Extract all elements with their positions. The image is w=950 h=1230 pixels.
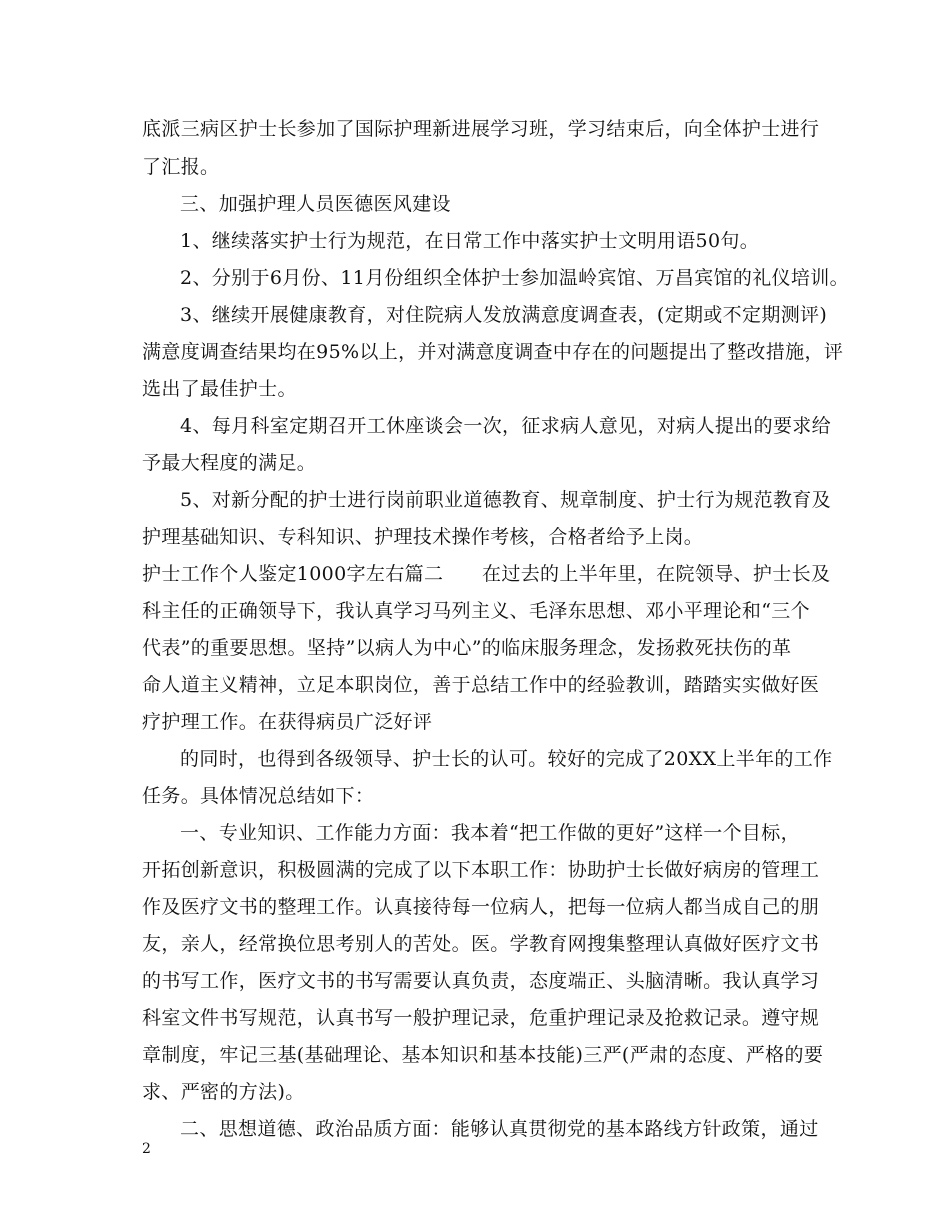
text-line: 代表”的重要思想。坚持”以病人为中心”的临床服务理念，发扬救死扶伤的革 [142, 637, 792, 659]
text-line: 友，亲人，经常换位思考别人的苦处。医。学教育网搜集整理认真做好医疗文书 [142, 933, 820, 955]
text-line: 任务。具体情况总结如下： [142, 785, 375, 807]
text-line: 满意度调查结果均在95%以上，并对满意度调查中存在的问题提出了整改措施，评 [142, 341, 844, 363]
text-line: 作及医疗文书的整理工作。认真接待每一位病人，把每一位病人都当成自己的朋 [142, 896, 820, 918]
text-line: 的书写工作，医疗文书的书写需要认真负责，态度端正、头脑清晰。我认真学习 [142, 970, 820, 992]
text-line: 一、专业知识、工作能力方面：我本着“把工作做的更好”这样一个目标， [180, 822, 800, 844]
text-line: 疗护理工作。在获得病员广泛好评 [142, 711, 433, 733]
text-line: 的同时，也得到各级领导、护士长的认可。较好的完成了20XX上半年的工作 [180, 748, 833, 770]
section-heading: 三、加强护理人员医德医风建设 [180, 193, 451, 215]
text-line: 二、思想道德、政治品质方面：能够认真贯彻党的基本路线方针政策，通过 [180, 1118, 819, 1140]
text-line: 4、每月科室定期召开工休座谈会一次，征求病人意见，对病人提出的要求给 [180, 415, 831, 437]
page-number: 2 [142, 1141, 151, 1157]
text-line: 科主任的正确领导下，我认真学习马列主义、毛泽东思想、邓小平理论和“三个 [142, 600, 810, 622]
text-line: 1、继续落实护士行为规范，在日常工作中落实护士文明用语50句。 [180, 230, 760, 252]
text-line: 选出了最佳护士。 [142, 378, 297, 400]
text-line: 求、严密的方法)。 [142, 1081, 305, 1103]
text-line: 予最大程度的满足。 [142, 452, 317, 474]
article-title-line: 护士工作个人鉴定1000字左右篇二 在过去的上半年里，在院领导、护士长及 [142, 563, 831, 585]
text-line: 章制度，牢记三基(基础理论、基本知识和基本技能)三严(严肃的态度、严格的要 [142, 1044, 824, 1066]
text-line: 科室文件书写规范，认真书写一般护理记录，危重护理记录及抢救记录。遵守规 [142, 1007, 820, 1029]
text-line: 命人道主义精神，立足本职岗位，善于总结工作中的经验教训，踏踏实实做好医 [142, 674, 820, 696]
text-line: 5、对新分配的护士进行岗前职业道德教育、规章制度、护士行为规范教育及 [180, 489, 831, 511]
text-line: 开拓创新意识，积极圆满的完成了以下本职工作：协助护士长做好病房的管理工 [142, 859, 820, 881]
text-line: 3、继续开展健康教育，对住院病人发放满意度调查表，(定期或不定期测评) [180, 304, 828, 326]
text-line: 2、分别于6月份、11月份组织全体护士参加温岭宾馆、万昌宾馆的礼仪培训。 [180, 267, 849, 289]
text-line: 了汇报。 [142, 156, 220, 178]
text-line: 护理基础知识、专科知识、护理技术操作考核，合格者给予上岗。 [142, 526, 704, 548]
text-line: 底派三病区护士长参加了国际护理新进展学习班，学习结束后，向全体护士进行 [142, 118, 820, 140]
